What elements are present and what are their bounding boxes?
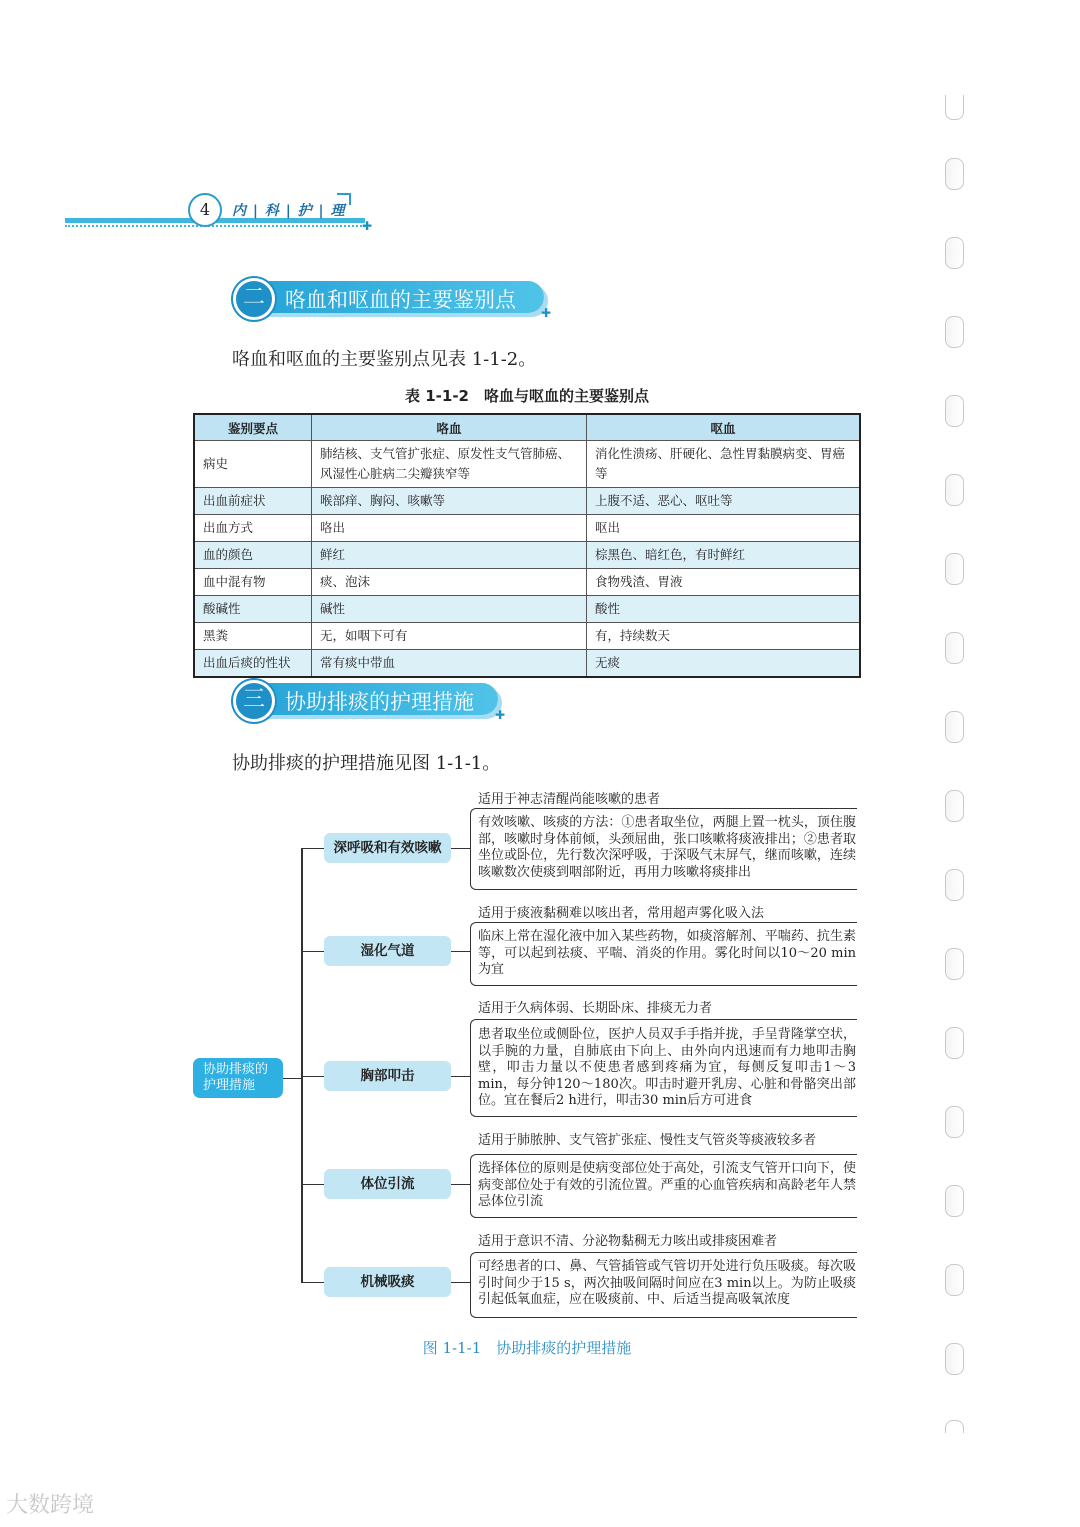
mindmap-root-line: 协助排痰的 <box>203 1062 269 1077</box>
mindmap-condition: 适用于久病体弱、长期卧床、排痰无力者 <box>478 1001 713 1016</box>
table-row <box>194 623 860 650</box>
table-cell: 肺结核、支气管扩张症、原发性支气管肺癌、风湿性心脏病二尖瓣狭窄等 <box>312 441 587 488</box>
connector-line <box>451 951 471 952</box>
mindmap-detail: 选择体位的原则是使病变部位处于高处，引流支气管开口向下，使病变部位处于有效的引流位置。严重的心血管疾病和高龄老年人禁忌体位引流 <box>478 1161 856 1209</box>
binder-ring-icon <box>945 1420 964 1433</box>
corner-mark-icon <box>337 193 351 205</box>
table-row <box>194 569 860 596</box>
table-cell: 出血方式 <box>194 515 312 542</box>
binder-ring-icon <box>945 474 964 506</box>
table-row <box>194 441 860 488</box>
mindmap-root <box>193 1058 283 1098</box>
table-row <box>194 488 860 515</box>
table-cell: 病史 <box>194 441 312 488</box>
binder-ring-icon <box>945 1185 964 1217</box>
table-header-cell: 鉴别要点 <box>194 414 312 441</box>
mindmap-condition: 适用于痰液黏稠难以咳出者，常用超声雾化吸入法 <box>478 906 765 921</box>
table-cell: 呕出 <box>587 515 861 542</box>
table-row <box>194 650 860 678</box>
section-number-3: 三 <box>233 680 275 722</box>
table-cell: 出血前症状 <box>194 488 312 515</box>
table-cell: 常有痰中带血 <box>312 650 587 678</box>
plus-icon: ✚ <box>541 306 552 320</box>
table-cell: 血中混有物 <box>194 569 312 596</box>
mindmap-root-line: 护理措施 <box>203 1078 256 1093</box>
mindmap-node: 胸部叩击 <box>324 1061 451 1091</box>
connector-line <box>302 1184 324 1185</box>
table-cell: 酸性 <box>587 596 861 623</box>
table-cell: 棕黑色、暗红色，有时鲜红 <box>587 542 861 569</box>
table-cell: 碱性 <box>312 596 587 623</box>
mindmap-detail: 患者取坐位或侧卧位，医护人员双手手指并拢，手呈背隆掌空状，以手腕的力量，自肺底由下向上、由外向内迅速而有力地叩击胸壁，叩击力量以不使患者感到疼痛为宜，每侧反复叩击1～3 min，每分钟120～180次。叩击时避开乳房、心脏和骨骼突出部位。宜在餐后2 h进行，叩击30 min后方可进食 <box>478 1027 856 1108</box>
table-cell: 酸碱性 <box>194 596 312 623</box>
watermark: 大数跨境 <box>6 1493 95 1518</box>
page-number: 4 <box>188 193 222 227</box>
table-header-cell: 呕血 <box>587 414 861 441</box>
mindmap-detail: 有效咳嗽、咳痰的方法：①患者取坐位，两腿上置一枕头，顶住腹部，咳嗽时身体前倾，头颈屈曲，张口咳嗽将痰液排出；②患者取坐位或卧位，先行数次深呼吸，于深吸气末屏气，继而咳嗽，连续咳嗽数次使痰到咽部附近，再用力咳嗽将痰排出 <box>478 815 856 880</box>
mindmap-condition: 适用于肺脓肿、支气管扩张症、慢性支气管炎等痰液较多者 <box>478 1133 817 1148</box>
comparison-table <box>193 413 861 678</box>
connector-line <box>302 848 324 849</box>
connector-line <box>451 848 471 849</box>
table-cell: 无痰 <box>587 650 861 678</box>
connector-line <box>302 1282 324 1283</box>
table-row <box>194 596 860 623</box>
section-intro-2: 咯血和呕血的主要鉴别点见表 1-1-2。 <box>232 349 537 370</box>
table-cell: 血的颜色 <box>194 542 312 569</box>
table-cell: 消化性溃疡、肝硬化、急性胃黏膜病变、胃癌等 <box>587 441 861 488</box>
binder-ring-icon <box>945 553 964 585</box>
table-cell: 有，持续数天 <box>587 623 861 650</box>
section-title-3: 协助排痰的护理措施 <box>285 690 474 714</box>
table-cell: 痰、泡沫 <box>312 569 587 596</box>
table-row <box>194 542 860 569</box>
connector-line <box>302 1076 324 1077</box>
header-dotted-rule <box>65 225 365 227</box>
table-row <box>194 515 860 542</box>
mindmap-node: 机械吸痰 <box>324 1267 451 1297</box>
table-cell: 咯出 <box>312 515 587 542</box>
binder-ring-icon <box>945 711 964 743</box>
binder-ring-icon <box>945 316 964 348</box>
section-number-2: 二 <box>233 278 275 320</box>
plus-icon: ✚ <box>495 708 506 722</box>
connector-line <box>451 1282 471 1283</box>
section-intro-3: 协助排痰的护理措施见图 1-1-1。 <box>232 753 501 774</box>
mindmap-condition: 适用于神志清醒尚能咳嗽的患者 <box>478 792 661 807</box>
mindmap-node: 湿化气道 <box>324 936 451 966</box>
running-title: 内 | 科 | 护 | 理 <box>232 203 346 219</box>
binder-ring-icon <box>945 869 964 901</box>
binder-ring-icon <box>945 1027 964 1059</box>
table-cell: 出血后痰的性状 <box>194 650 312 678</box>
mindmap-condition: 适用于意识不清、分泌物黏稠无力咳出或排痰困难者 <box>478 1234 778 1249</box>
binder-ring-icon <box>945 237 964 269</box>
figure-caption: 图 1-1-1 协助排痰的护理措施 <box>422 1339 632 1357</box>
table-header-cell: 咯血 <box>312 414 587 441</box>
table-cell: 黑粪 <box>194 623 312 650</box>
table-caption: 表 1-1-2 咯血与呕血的主要鉴别点 <box>405 387 649 405</box>
connector-line <box>451 1076 471 1077</box>
table-cell: 上腹不适、恶心、呕吐等 <box>587 488 861 515</box>
mindmap-detail: 可经患者的口、鼻、气管插管或气管切开处进行负压吸痰。每次吸引时间少于15 s，两次抽吸间隔时间应在3 min以上。为防止吸痰引起低氧血症，应在吸痰前、中、后适当提高吸氧浓度 <box>478 1259 856 1307</box>
binder-ring-icon <box>945 158 964 190</box>
binder-ring-icon <box>945 1106 964 1138</box>
table-cell: 无，如咽下可有 <box>312 623 587 650</box>
mindmap-detail: 临床上常在湿化液中加入某些药物，如痰溶解剂、平喘药、抗生素等，可以起到祛痰、平喘、消炎的作用。雾化时间以10～20 min为宜 <box>478 929 856 977</box>
section-title-2: 咯血和呕血的主要鉴别点 <box>285 288 516 312</box>
binder-ring-icon <box>945 948 964 980</box>
binder-ring-icon <box>945 395 964 427</box>
connector-line <box>451 1184 471 1185</box>
mindmap-node: 体位引流 <box>324 1169 451 1199</box>
table-cell: 鲜红 <box>312 542 587 569</box>
mindmap-trunk <box>301 848 303 1283</box>
table-cell: 食物残渣、胃液 <box>587 569 861 596</box>
binder-ring-icon <box>945 790 964 822</box>
binder-ring-icon <box>945 1264 964 1296</box>
connector-line <box>302 951 324 952</box>
table-header-row <box>194 414 860 441</box>
mindmap-node: 深呼吸和有效咳嗽 <box>324 833 451 863</box>
binder-ring-icon <box>945 1343 964 1375</box>
connector-line <box>283 1078 301 1079</box>
binder-ring-icon <box>945 95 964 120</box>
binder-ring-icon <box>945 632 964 664</box>
table-cell: 喉部痒、胸闷、咳嗽等 <box>312 488 587 515</box>
plus-icon: ✚ <box>362 219 373 233</box>
